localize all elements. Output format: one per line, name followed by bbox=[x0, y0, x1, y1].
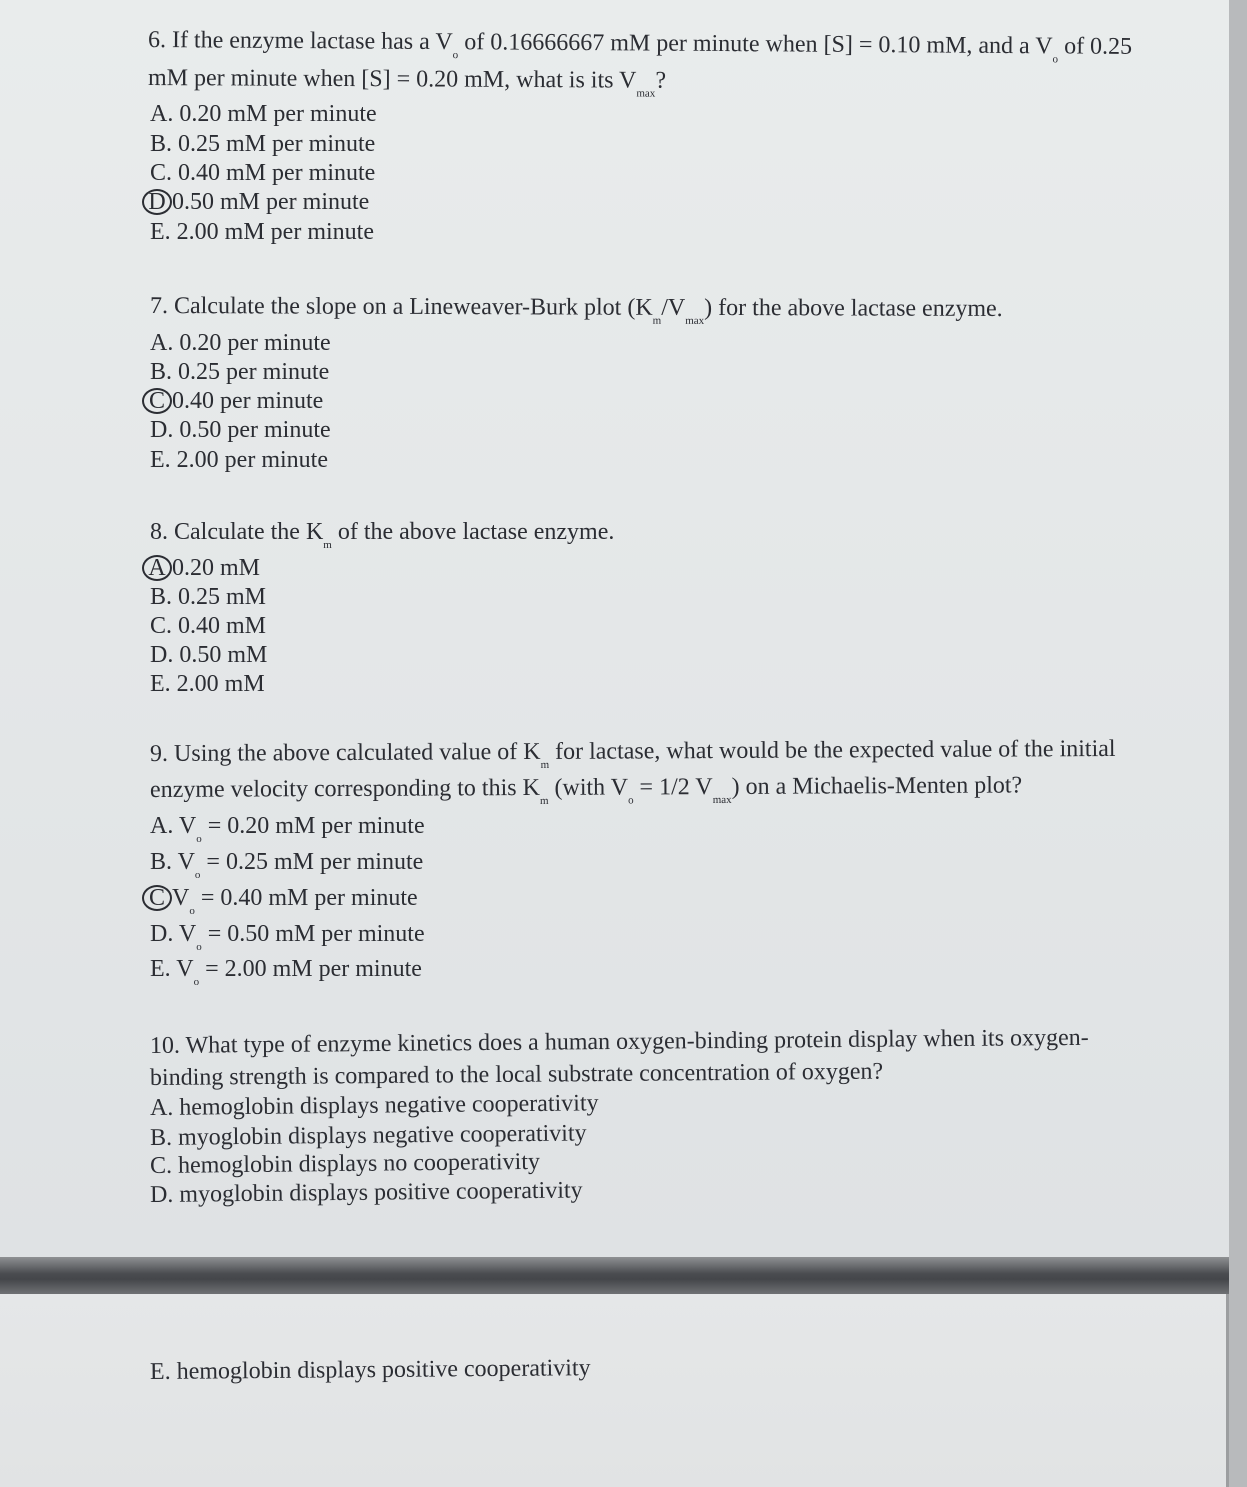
q6-option-d-selected[interactable]: D 0.50 mM per minute bbox=[148, 188, 369, 216]
q7-option-b[interactable]: B. 0.25 per minute bbox=[150, 359, 330, 385]
q10-option-b[interactable]: B. myoglobin displays negative cooperativity bbox=[149, 1120, 587, 1151]
worksheet-page-continued bbox=[0, 1294, 1226, 1487]
q10-line-2: binding strength is compared to the local substrate concentration of oxygen? bbox=[149, 1058, 884, 1091]
answer-circle-mark: C bbox=[142, 885, 172, 911]
q6-option-e[interactable]: E. 2.00 mM per minute bbox=[150, 219, 374, 245]
answer-circle-mark: A bbox=[142, 555, 172, 581]
q7-line-1: 7. Calculate the slope on a Lineweaver-Burk plot $(K_m/V_{max})$ for the above lactase enzyme. bbox=[149, 293, 1003, 327]
q8-line-1: 8. Calculate the $K_m$ of the above lactase enzyme. bbox=[150, 519, 615, 551]
q9-option-a[interactable]: A. $V_o = 0.20$ mM per minute bbox=[150, 813, 425, 845]
q9-option-b[interactable]: B. $V_o = 0.25$ mM per minute bbox=[150, 849, 424, 881]
page-separator-bar bbox=[0, 1257, 1247, 1294]
q10-line-1: 10. What type of enzyme kinetics does a human oxygen-binding protein display when its oxygen- bbox=[149, 1024, 1089, 1059]
q6-option-b[interactable]: B. 0.25 mM per minute bbox=[150, 131, 376, 157]
q6-line-1: 6. If the enzyme lactase has a $V_o$ of 0.16666667 mM per minute when [S] = 0.10 mM, and a $V_o$ of 0.25 bbox=[147, 27, 1133, 66]
q9-option-d[interactable]: D. $V_o = 0.50$ mM per minute bbox=[150, 921, 425, 953]
q8-option-d[interactable]: D. 0.50 mM bbox=[150, 642, 268, 668]
q10-option-e[interactable]: E. hemoglobin displays positive cooperativity bbox=[149, 1355, 591, 1385]
q8-option-c[interactable]: C. 0.40 mM bbox=[150, 613, 267, 639]
q7-option-e[interactable]: E. 2.00 per minute bbox=[150, 447, 328, 473]
q7-option-a[interactable]: A. 0.20 per minute bbox=[150, 330, 331, 356]
q7-option-d[interactable]: D. 0.50 per minute bbox=[150, 417, 331, 443]
answer-circle-mark: D bbox=[142, 189, 172, 215]
screen-edge bbox=[1229, 0, 1247, 1487]
q6-option-c[interactable]: C. 0.40 mM per minute bbox=[150, 160, 376, 186]
q6-option-a[interactable]: A. 0.20 mM per minute bbox=[150, 101, 377, 127]
q7-option-c-selected[interactable]: C 0.40 per minute bbox=[148, 387, 323, 415]
q10-option-c[interactable]: C. hemoglobin displays no cooperativity bbox=[149, 1148, 541, 1179]
q8-option-b[interactable]: B. 0.25 mM bbox=[150, 584, 267, 610]
q9-line-1: 9. Using the above calculated value of $K_m$ for lactase, what would be the expected value of the initial bbox=[149, 735, 1116, 771]
answer-circle-mark: C bbox=[142, 388, 172, 414]
q9-option-e[interactable]: E. $V_o = 2.00$ mM per minute bbox=[150, 956, 422, 988]
q8-option-e[interactable]: E. 2.00 mM bbox=[150, 671, 265, 697]
q9-option-c-selected[interactable]: C $V_o = 0.40$ mM per minute bbox=[148, 884, 418, 912]
q9-line-2: enzyme velocity corresponding to this $K_m$ (with $V_o = 1/2$ $V_{max}$) on a Michaelis-Menten plot? bbox=[149, 772, 1023, 807]
q10-option-d[interactable]: D. myoglobin displays positive cooperativity bbox=[149, 1177, 583, 1208]
q10-option-a[interactable]: A. hemoglobin displays negative cooperativity bbox=[149, 1090, 599, 1121]
q6-line-2: mM per minute when [S] = 0.20 mM, what is its $V_{max}$? bbox=[147, 65, 667, 100]
q8-option-a-selected[interactable]: A 0.20 mM bbox=[148, 554, 260, 582]
